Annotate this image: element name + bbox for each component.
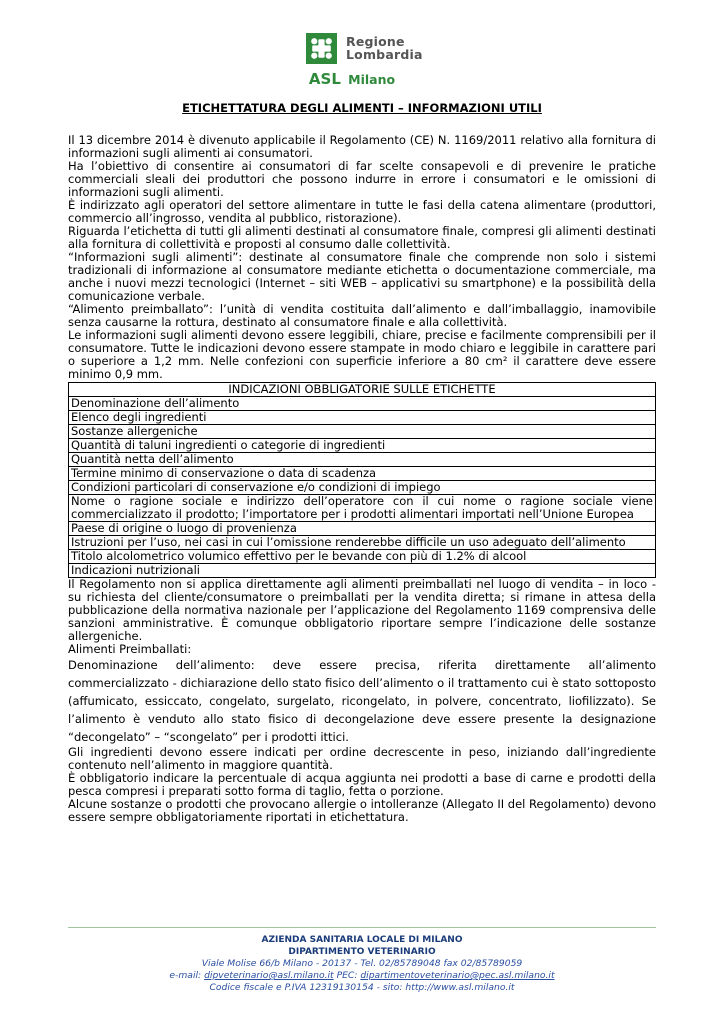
document-body — [68, 134, 656, 824]
intro-paragraph: Il 13 dicembre 2014 è divenuto applicabile il Regolamento (CE) N. 1169/2011 relativo alla fornitura di informazioni sugli alimenti ai consumatori. — [68, 133, 656, 160]
intro-paragraph: Le informazioni sugli alimenti devono essere leggibili, chiare, precise e facilmente comprensibili per il consumatore. Tutte le indicazioni devono essere stampate in modo chiaro e leggibile in carattere pari o superiore a 1,2 mm. Nelle confezioni con superficie inferiore a 80 cm² il carattere deve essere minimo 0,9 mm. — [68, 328, 656, 381]
subheading: Alimenti Preimballati: — [68, 642, 192, 656]
table-row: Indicazioni nutrizionali — [69, 564, 656, 578]
table-row: Elenco degli ingredienti — [69, 411, 656, 425]
intro-paragraph: Riguarda l’etichetta di tutti gli alimenti destinati al consumatore finale, compresi gli alimenti destinati alla fornitura di collettività e proposti al consumo dalle collettività. — [68, 224, 656, 251]
table-row: Titolo alcolometrico volumico effettivo per le bevande con più di 1.2% di alcool — [69, 550, 656, 564]
denomination-paragraph: Denominazione dell’alimento: deve essere precisa, riferita direttamente all’alimento commercializzato - dichiarazione dello stato fisico dell’alimento o il trattamento cui è stato sottoposto (affumicato, essiccato, congelato, surgelato, ricongelato, in polvere, concentrato, liofilizzato). Se l’alimento è venduto allo stato fisico di decongelazione deve essere presente la designazione “decongelato” – “scongelato” per i prodotti ittici. — [68, 658, 656, 744]
regione-lombardia-logo-icon — [306, 33, 337, 64]
footer-dept: DIPARTIMENTO VETERINARIO — [288, 947, 436, 957]
asl-wordmark: ASL Milano — [308, 70, 396, 88]
document-title: ETICHETTATURA DEGLI ALIMENTI – INFORMAZIONI UTILI — [182, 101, 542, 115]
table-header: INDICAZIONI OBBLIGATORIE SULLE ETICHETTE — [69, 383, 656, 397]
intro-paragraph: “Informazioni sugli alimenti”: destinate al consumatore finale che comprende non solo i sistemi tradizionali di informazione al consumatore mediante etichetta o documentazione commerciale, ma anche i nuovi mezzi tecnologici (Internet – siti WEB – applicativi su smartphone) e la possibilità della comunicazione verbale. — [68, 250, 656, 303]
logo-wordmark: Regione Lombardia — [346, 34, 423, 62]
table-row: Quantità di taluni ingredienti o categorie di ingredienti — [69, 439, 656, 453]
footer-fiscal: Codice fiscale e P.IVA 12319130154 - sito: http://www.asl.milano.it — [209, 982, 515, 993]
allergens-paragraph: Alcune sostanze o prodotti che provocano allergie o intolleranze (Allegato II del Regolamento) devono essere sempre obbligatoriamente riportati in etichettatura. — [68, 797, 656, 824]
table-row: Sostanze allergeniche — [69, 425, 656, 439]
footer — [68, 927, 656, 994]
email-link[interactable]: dipveterinario@asl.milano.it — [204, 970, 334, 981]
footer-address: Viale Molise 66/b Milano - 20137 - Tel. 02/85789048 fax 02/85789059 — [201, 958, 523, 969]
table-row: Quantità netta dell’alimento — [69, 453, 656, 467]
table-row: Istruzioni per l’uso, nei casi in cui l’omissione renderebbe difficile un uso adeguato dell’alimento — [69, 536, 656, 550]
footer-contacts: e-mail: dipveterinario@asl.milano.it PEC: dipartimentoveterinario@pec.asl.milano.it — [169, 970, 555, 981]
table-row: Termine minimo di conservazione o data di scadenza — [69, 467, 656, 481]
pec-link[interactable]: dipartimentoveterinario@pec.asl.milano.it — [360, 970, 555, 981]
table-row: Denominazione dell’alimento — [69, 397, 656, 411]
footer-org: AZIENDA SANITARIA LOCALE DI MILANO — [261, 935, 463, 945]
table-row: Paese di origine o luogo di provenienza — [69, 522, 656, 536]
water-paragraph: È obbligatorio indicare la percentuale di acqua aggiunta nei prodotti a base di carne e prodotti della pesca compresi i preparati sotto forma di taglio, fetta o porzione. — [68, 771, 656, 798]
mandatory-indications-table — [68, 382, 656, 578]
intro-paragraph: È indirizzato agli operatori del settore alimentare in tutte le fasi della catena alimentare (produttori, commercio all’ingrosso, vendita al pubblico, ristorazione). — [68, 198, 656, 225]
asl-milano-logo — [306, 30, 436, 90]
intro-paragraph: Ha l’obiettivo di consentire ai consumatori di far scelte consapevoli e di prevenire le pratiche commerciali sleali dei produttori che possono indurre in errore i consumatori e le omissioni di informazioni sugli alimenti. — [68, 159, 656, 199]
intro-paragraph: “Alimento preimballato”: l’unità di vendita costituita dall’alimento e dall’imballaggio, inamovibile senza causarne la rottura, destinato al consumatore finale e alla collettività. — [68, 302, 656, 329]
regulation-note: Il Regolamento non si applica direttamente agli alimenti preimballati nel luogo di vendita – in loco - su richiesta del cliente/consumatore o preimballati per la vendita diretta; si rimane in attesa della pubblicazione della normativa nazionale per l’applicazione del Regolamento 1169 comprensiva delle sanzioni amministrative. È comunque obbligatorio riportare sempre l’indicazione delle sostanze allergeniche. — [68, 577, 656, 643]
table-row: Nome o ragione sociale e indirizzo dell’operatore con il cui nome o ragione sociale viene commercializzato il prodotto; l’importatore per i prodotti alimentari importati nell’Unione Europea — [69, 495, 656, 522]
ingredients-paragraph: Gli ingredienti devono essere indicati per ordine decrescente in peso, iniziando dall’ingrediente contenuto nell’alimento in maggiore quantità. — [68, 745, 656, 772]
table-row: Condizioni particolari di conservazione e/o condizioni di impiego — [69, 481, 656, 495]
